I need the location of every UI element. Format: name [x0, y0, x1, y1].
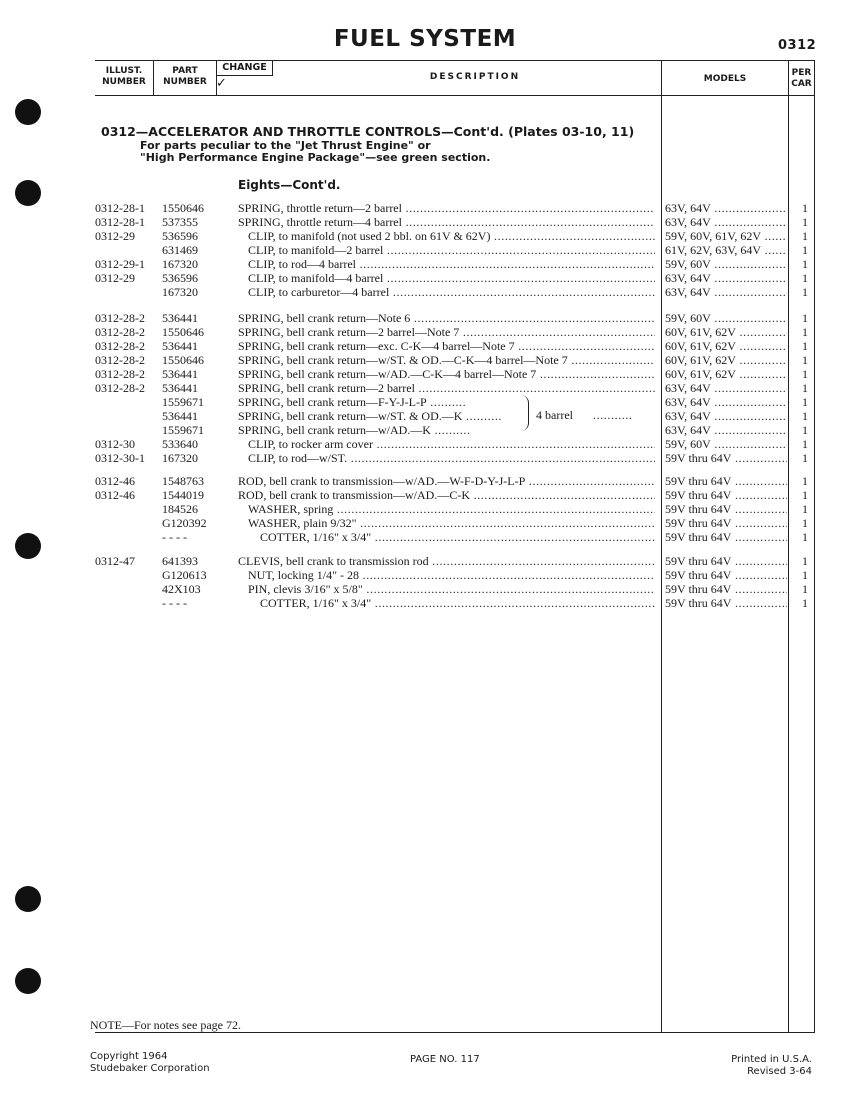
- part-number: 631469: [162, 243, 198, 257]
- table-row: [0, 423, 850, 437]
- models: 59V thru 64V .....: [665, 488, 787, 502]
- quantity-per-car: 1: [802, 502, 808, 516]
- models: 63V, 64V .....: [665, 285, 787, 299]
- part-number: 536596: [162, 271, 198, 285]
- section-note-line: "High Performance Engine Package"—see green section.: [140, 151, 491, 164]
- models: 63V, 64V .....: [665, 381, 787, 395]
- illust-number: 0312-28-2: [95, 339, 145, 353]
- part-number: 167320: [162, 451, 198, 465]
- table-row: [0, 409, 850, 423]
- quantity-per-car: 1: [802, 516, 808, 530]
- models: 59V thru 64V .....: [665, 596, 787, 610]
- table-row: [0, 353, 850, 367]
- models: 59V thru 64V .....: [665, 582, 787, 596]
- models: 59V thru 64V .....: [665, 516, 787, 530]
- quantity-per-car: 1: [802, 474, 808, 488]
- models: 60V, 61V, 62V .....: [665, 339, 787, 353]
- part-description: ROD, bell crank to transmission—w/AD.—C-K .....: [238, 488, 655, 502]
- quantity-per-car: 1: [802, 568, 808, 582]
- part-description: CLEVIS, bell crank to transmission rod .....: [238, 554, 655, 568]
- models: 59V, 60V .....: [665, 311, 787, 325]
- models: 60V, 61V, 62V .....: [665, 367, 787, 381]
- table-row: [0, 271, 850, 285]
- table-row: [0, 488, 850, 502]
- models: 59V thru 64V .....: [665, 502, 787, 516]
- part-number: G120613: [162, 568, 207, 582]
- binder-hole: [15, 99, 41, 125]
- part-number: 1544019: [162, 488, 204, 502]
- part-description: WASHER, plain 9/32" .....: [248, 516, 655, 530]
- part-description: CLIP, to rod—4 barrel .....: [248, 257, 655, 271]
- header-part-number: PART NUMBER: [163, 66, 207, 87]
- part-description: SPRING, bell crank return—2 barrel .....: [238, 381, 655, 395]
- illust-number: 0312-30-1: [95, 451, 145, 465]
- part-number: G120392: [162, 516, 207, 530]
- part-number: 536441: [162, 381, 198, 395]
- part-description: COTTER, 1/16" x 3/4" .....: [260, 530, 655, 544]
- quantity-per-car: 1: [802, 395, 808, 409]
- table-row: [0, 437, 850, 451]
- models: 59V thru 64V .....: [665, 451, 787, 465]
- page-title: FUEL SYSTEM: [333, 26, 517, 52]
- page-number: PAGE NO. 117: [410, 1054, 480, 1065]
- section-title: 0312—ACCELERATOR AND THROTTLE CONTROLS—Cont'd. (Plates 03-10, 11): [101, 124, 635, 139]
- table-row: [0, 257, 850, 271]
- models: 59V thru 64V .....: [665, 568, 787, 582]
- part-number: 1550646: [162, 325, 204, 339]
- copyright: Copyright 1964 Studebaker Corporation: [90, 1051, 210, 1074]
- part-description: SPRING, throttle return—2 barrel .....: [238, 201, 655, 215]
- models: 59V, 60V .....: [665, 257, 787, 271]
- table-top-rule: [95, 60, 815, 61]
- table-row: [0, 367, 850, 381]
- quantity-per-car: 1: [802, 215, 808, 229]
- quantity-per-car: 1: [802, 381, 808, 395]
- part-description: SPRING, bell crank return—exc. C-K—4 barrel—Note 7 .....: [238, 339, 655, 353]
- part-description: SPRING, bell crank return—w/AD.—C-K—4 barrel—Note 7 .....: [238, 367, 655, 381]
- illust-number: 0312-29-1: [95, 257, 145, 271]
- part-description: PIN, clevis 3/16" x 5/8" .....: [248, 582, 655, 596]
- part-number: 1559671: [162, 423, 204, 437]
- models: 59V, 60V, 61V, 62V .....: [665, 229, 787, 243]
- models: 59V thru 64V .....: [665, 530, 787, 544]
- models: 59V thru 64V .....: [665, 554, 787, 568]
- table-row: [0, 243, 850, 257]
- header-description: DESCRIPTION: [429, 72, 521, 82]
- notes-reference: NOTE—For notes see page 72.: [90, 1018, 241, 1032]
- part-description: CLIP, to manifold (not used 2 bbl. on 61V & 62V) .....: [248, 229, 655, 243]
- section-note-line: For parts peculiar to the "Jet Thrust Engine" or: [140, 139, 431, 152]
- table-row: [0, 395, 850, 409]
- part-number: 42X103: [162, 582, 201, 596]
- models: 63V, 64V .....: [665, 215, 787, 229]
- part-number: 537355: [162, 215, 198, 229]
- print-info: Printed in U.S.A. Revised 3-64: [731, 1054, 812, 1077]
- quantity-per-car: 1: [802, 596, 808, 610]
- illust-number: 0312-47: [95, 554, 135, 568]
- models: 61V, 62V, 63V, 64V .....: [665, 243, 787, 257]
- quantity-per-car: 1: [802, 271, 808, 285]
- table-row: [0, 568, 850, 582]
- part-number: - - - -: [162, 530, 187, 544]
- table-row: [0, 554, 850, 568]
- part-description: CLIP, to manifold—2 barrel .....: [248, 243, 655, 257]
- brace-leader-dots: ...........: [593, 408, 633, 422]
- quantity-per-car: 1: [802, 582, 808, 596]
- illust-number: 0312-28-2: [95, 367, 145, 381]
- table-row: [0, 285, 850, 299]
- part-number: 536441: [162, 311, 198, 325]
- header-change-box: CHANGE: [216, 60, 273, 76]
- header-illust-number: ILLUST. NUMBER: [102, 66, 146, 87]
- part-number: 1559671: [162, 395, 204, 409]
- page-code: 0312: [778, 38, 817, 53]
- part-description: NUT, locking 1/4" - 28 .....: [248, 568, 655, 582]
- part-number: 641393: [162, 554, 198, 568]
- quantity-per-car: 1: [802, 353, 808, 367]
- table-row: [0, 516, 850, 530]
- illust-number: 0312-29: [95, 271, 135, 285]
- part-description: WASHER, spring .....: [248, 502, 655, 516]
- header-models: MODELS: [703, 74, 747, 84]
- part-number: - - - -: [162, 596, 187, 610]
- quantity-per-car: 1: [802, 257, 808, 271]
- part-number: 1550646: [162, 353, 204, 367]
- part-number: 536441: [162, 409, 198, 423]
- illust-number: 0312-28-2: [95, 325, 145, 339]
- part-number: 536596: [162, 229, 198, 243]
- table-row: [0, 311, 850, 325]
- models: 63V, 64V .....: [665, 271, 787, 285]
- table-header-rule: [95, 95, 815, 96]
- illust-number: 0312-28-2: [95, 311, 145, 325]
- table-row: [0, 201, 850, 215]
- part-description: CLIP, to rocker arm cover .....: [248, 437, 655, 451]
- part-description: CLIP, to manifold—4 barrel .....: [248, 271, 655, 285]
- quantity-per-car: 1: [802, 367, 808, 381]
- table-row: [0, 451, 850, 465]
- binder-hole: [15, 886, 41, 912]
- part-description: SPRING, bell crank return—2 barrel—Note 7 .....: [238, 325, 655, 339]
- header-per-car: PER CAR: [791, 68, 812, 89]
- table-row: [0, 381, 850, 395]
- subheading: Eights—Cont'd.: [238, 178, 341, 192]
- models: 60V, 61V, 62V .....: [665, 325, 787, 339]
- table-row: [0, 325, 850, 339]
- models: 63V, 64V .....: [665, 201, 787, 215]
- illust-number: 0312-28-1: [95, 215, 145, 229]
- binder-hole: [15, 968, 41, 994]
- part-number: 536441: [162, 367, 198, 381]
- quantity-per-car: 1: [802, 229, 808, 243]
- quantity-per-car: 1: [802, 243, 808, 257]
- models: 63V, 64V .....: [665, 395, 787, 409]
- part-description: ROD, bell crank to transmission—w/AD.—W-F-D-Y-J-L-P .....: [238, 474, 655, 488]
- part-description: SPRING, bell crank return—w/ST. & OD.—C-K—4 barrel—Note 7 .....: [238, 353, 655, 367]
- models: 59V, 60V .....: [665, 437, 787, 451]
- illust-number: 0312-28-2: [95, 353, 145, 367]
- table-row: [0, 474, 850, 488]
- part-description: SPRING, bell crank return—w/ST. & OD.—K .....: [238, 409, 520, 423]
- illust-number: 0312-30: [95, 437, 135, 451]
- illust-number: 0312-46: [95, 474, 135, 488]
- table-row: [0, 502, 850, 516]
- part-description: COTTER, 1/16" x 3/4" .....: [260, 596, 655, 610]
- quantity-per-car: 1: [802, 437, 808, 451]
- quantity-per-car: 1: [802, 311, 808, 325]
- table-row: [0, 215, 850, 229]
- quantity-per-car: 1: [802, 201, 808, 215]
- brace-bracket: [520, 395, 529, 431]
- part-description: SPRING, throttle return—4 barrel .....: [238, 215, 655, 229]
- illust-number: 0312-29: [95, 229, 135, 243]
- illust-number: 0312-28-1: [95, 201, 145, 215]
- illust-number: 0312-28-2: [95, 381, 145, 395]
- models: 63V, 64V .....: [665, 423, 787, 437]
- part-number: 167320: [162, 257, 198, 271]
- quantity-per-car: 1: [802, 285, 808, 299]
- part-number: 184526: [162, 502, 198, 516]
- table-row: [0, 530, 850, 544]
- models: 63V, 64V .....: [665, 409, 787, 423]
- brace-label: 4 barrel: [536, 408, 573, 422]
- quantity-per-car: 1: [802, 554, 808, 568]
- part-description: CLIP, to rod—w/ST. .....: [248, 451, 655, 465]
- part-number: 1550646: [162, 201, 204, 215]
- part-number: 1548763: [162, 474, 204, 488]
- quantity-per-car: 1: [802, 423, 808, 437]
- table-row: [0, 596, 850, 610]
- quantity-per-car: 1: [802, 325, 808, 339]
- models: 59V thru 64V .....: [665, 474, 787, 488]
- part-description: SPRING, bell crank return—Note 6 .....: [238, 311, 655, 325]
- part-number: 167320: [162, 285, 198, 299]
- table-row: [0, 582, 850, 596]
- quantity-per-car: 1: [802, 530, 808, 544]
- quantity-per-car: 1: [802, 339, 808, 353]
- illust-number: 0312-46: [95, 488, 135, 502]
- part-description: SPRING, bell crank return—w/AD.—K .....: [238, 423, 520, 437]
- part-description: CLIP, to carburetor—4 barrel .....: [248, 285, 655, 299]
- quantity-per-car: 1: [802, 451, 808, 465]
- part-number: 536441: [162, 339, 198, 353]
- part-number: 533640: [162, 437, 198, 451]
- models: 60V, 61V, 62V .....: [665, 353, 787, 367]
- part-description: SPRING, bell crank return—F-Y-J-L-P .....: [238, 395, 520, 409]
- checkmark-icon: ✓: [216, 76, 227, 91]
- quantity-per-car: 1: [802, 409, 808, 423]
- table-row: [0, 339, 850, 353]
- quantity-per-car: 1: [802, 488, 808, 502]
- table-row: [0, 229, 850, 243]
